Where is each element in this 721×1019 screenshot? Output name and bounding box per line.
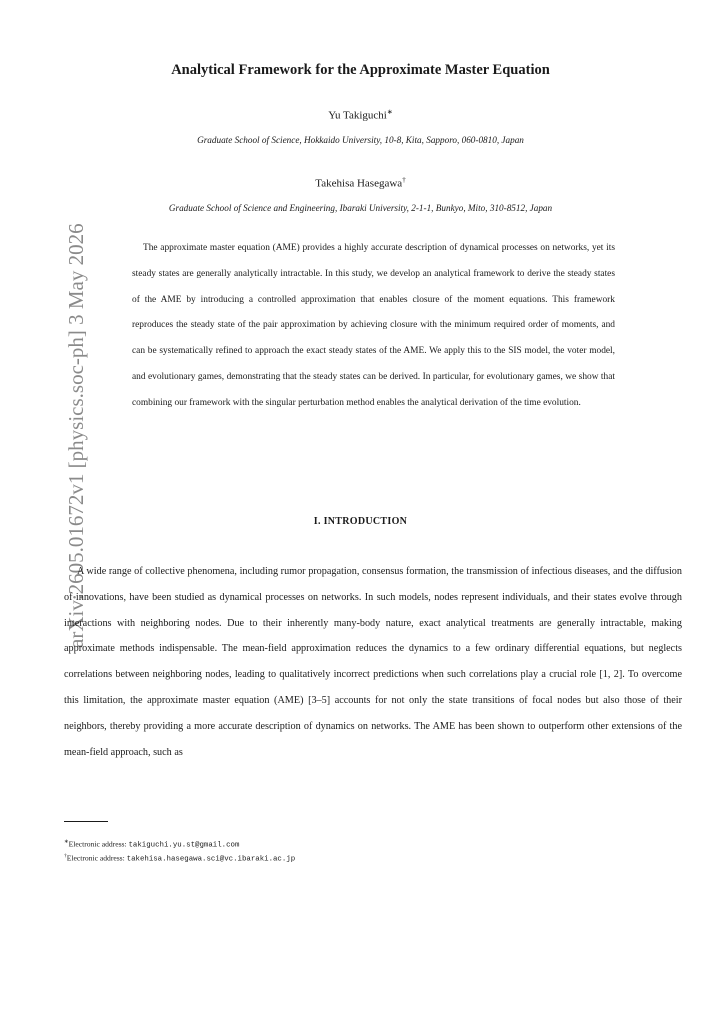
author-1 xyxy=(0,108,721,122)
arxiv-identifier-stamp xyxy=(16,223,88,648)
paper-title: Analytical Framework for the Approximate Master Equation xyxy=(171,62,550,78)
author-2-affiliation: Graduate School of Science and Engineering, Ibaraki University, 2-1-1, Bunkyo, Mito, 310-8512, Japan xyxy=(168,203,553,213)
author-2 xyxy=(0,176,721,190)
author-2-footnote-mark: † xyxy=(402,176,406,184)
footnote-1-label: Electronic address: xyxy=(68,839,129,849)
footnote-1 xyxy=(64,839,239,850)
footnote-2-label: Electronic address: xyxy=(66,853,127,863)
author-1-affiliation: Graduate School of Science, Hokkaido University, 10-8, Kita, Sapporo, 060-0810, Japan xyxy=(197,135,524,145)
author-2-name: Takehisa Hasegawa xyxy=(315,177,403,190)
author-1-footnote-mark: ∗ xyxy=(386,108,393,116)
footnote-divider xyxy=(64,821,108,822)
abstract: The approximate master equation (AME) provides a highly accurate description of dynamical processes on networks, yet its steady states are generally analytically intractable. In this study, we develop an analytical framework to derive the steady states of the AME by introducing a controlled approximation that enables closure of the moment equations. This framework reproduces the steady state of the pair approximation by achieving closure with the minimum required order of moments, and can be systematically refined to approach the exact steady states of the AME. We apply this to the SIS model, the voter model, and evolutionary games, demonstrating that the steady states can be derived. In particular, for evolutionary games, we show that combining our framework with the singular perturbation method enables the analytical derivation of the time evolution. xyxy=(132,243,615,408)
author-1-name: Yu Takiguchi xyxy=(328,109,387,122)
section-heading-introduction: I. INTRODUCTION xyxy=(313,516,408,527)
arxiv-identifier-text: arXiv:2605.01672v1 [physics.soc-ph] 3 May 2026 xyxy=(64,223,88,648)
footnote-2-mark: † xyxy=(64,853,67,859)
footnote-1-mark: ∗ xyxy=(64,839,69,845)
footnote-1-email: takiguchi.yu.st@gmail.com xyxy=(128,841,240,850)
introduction-paragraph: A wide range of collective phenomena, including rumor propagation, consensus formation, the transmission of infectious diseases, and the diffusion of innovations, have been studied as dynamical processes on networks. In such models, nodes represent individuals, and their states evolve through interactions with neighboring nodes. Due to their inherently many-body nature, exact analytical treatments are generally intractable, making approximate methods indispensable. The mean-field approximation reduces the dynamics to a few ordinary differential equations, but neglects correlations between neighboring nodes, leading to qualitatively incorrect predictions when such correlations play a crucial role [1, 2]. To overcome this limitation, the approximate master equation (AME) [3–5] accounts for not only the state transitions of focal nodes but also those of their neighbors, thereby providing a more accurate description of dynamics on networks. The AME has been shown to outperform other extensions of the mean-field approach, such as xyxy=(64,566,682,758)
footnote-2-email: takehisa.hasegawa.sci@vc.ibaraki.ac.jp xyxy=(126,855,296,864)
footnote-2 xyxy=(64,853,295,864)
